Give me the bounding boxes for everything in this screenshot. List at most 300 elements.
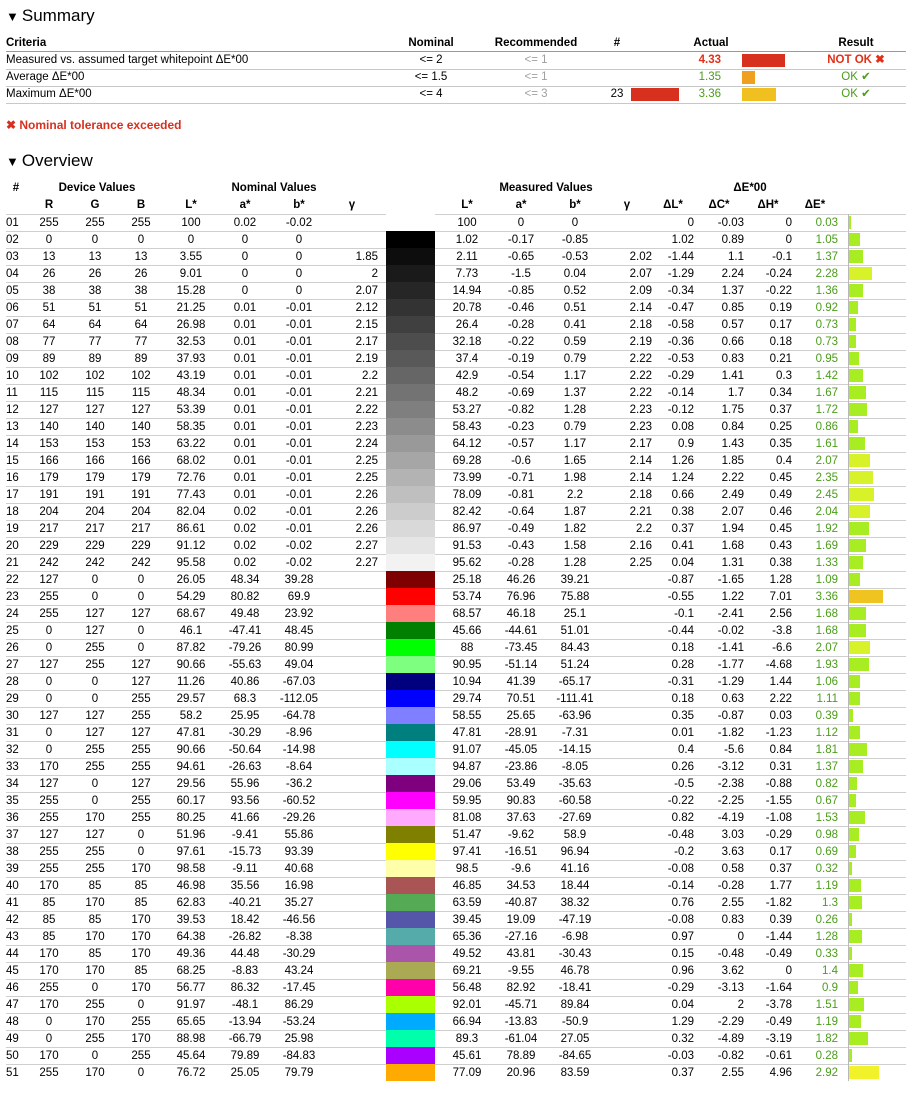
cell-nb: 93.39 xyxy=(284,846,314,858)
cell-nb: -84.83 xyxy=(282,1050,316,1062)
cell-nb: -0.01 xyxy=(285,472,313,484)
cell-dc: -1.29 xyxy=(717,676,744,688)
cell-de: 0.26 xyxy=(815,914,838,926)
cell-mb: 51.01 xyxy=(560,625,590,637)
cell-de: 0.67 xyxy=(815,795,838,807)
cell-mgamma xyxy=(602,861,652,877)
cell-mb: 0.41 xyxy=(563,319,587,331)
color-swatch xyxy=(386,996,435,1013)
cell-nl: 58.35 xyxy=(176,421,206,433)
cell-nb: 16.98 xyxy=(284,880,314,892)
cell-dl: 0.15 xyxy=(671,948,694,960)
color-swatch xyxy=(386,265,435,282)
cell-g: 255 xyxy=(85,999,105,1011)
cell-dh: 0.17 xyxy=(769,319,792,331)
delta-e-bar xyxy=(849,811,865,824)
cell-mgamma xyxy=(602,572,652,588)
color-swatch xyxy=(386,316,435,333)
cell-g: 217 xyxy=(85,523,105,535)
cell-g: 179 xyxy=(85,472,105,484)
cell-mgamma: 2.14 xyxy=(629,472,652,484)
cell-dl: -0.36 xyxy=(667,336,694,348)
cell-na: 0.01 xyxy=(233,438,257,450)
cell-de: 3.36 xyxy=(815,591,838,603)
delta-e-bar xyxy=(849,794,856,807)
cell-dc: 1.68 xyxy=(721,540,744,552)
cell-dc: 0.89 xyxy=(721,234,744,246)
cell-nl: 82.04 xyxy=(176,506,206,518)
cell-r: 170 xyxy=(39,999,59,1011)
cell-nb: 55.86 xyxy=(284,829,314,841)
delta-e-bar xyxy=(849,930,862,943)
cell-mb: -65.17 xyxy=(558,676,592,688)
cell-ngamma xyxy=(326,810,378,826)
cell-num: 03 xyxy=(6,251,19,263)
delta-e-bar xyxy=(849,284,863,297)
cell-num: 10 xyxy=(6,370,19,382)
delta-e-bar xyxy=(849,352,859,365)
count-bar xyxy=(631,88,679,101)
cell-ml: 69.28 xyxy=(452,455,482,467)
table-row xyxy=(6,248,906,265)
delta-e-bar xyxy=(849,964,863,977)
cell-dh: -1.55 xyxy=(765,795,792,807)
cell-mgamma xyxy=(602,640,652,656)
overview-title[interactable]: ▼ Overview xyxy=(6,151,93,170)
cell-num: 18 xyxy=(6,506,19,518)
cell-ma: -0.71 xyxy=(507,472,535,484)
cell-mb: -18.41 xyxy=(558,982,592,994)
cell-mb: 75.88 xyxy=(560,591,590,603)
cell-r: 170 xyxy=(39,761,59,773)
cell-r: 255 xyxy=(39,217,59,229)
color-swatch xyxy=(386,690,435,707)
cell-de: 0.86 xyxy=(815,421,838,433)
cell-num: 42 xyxy=(6,914,19,926)
collapse-triangle-icon[interactable]: ▼ xyxy=(6,154,19,169)
cell-b: 170 xyxy=(131,863,151,875)
cell-na: 44.48 xyxy=(230,948,260,960)
cell-mgamma: 2.14 xyxy=(629,455,652,467)
cell-num: 29 xyxy=(6,693,19,705)
cell-mb: 1.87 xyxy=(563,506,587,518)
cell-de: 1.05 xyxy=(815,234,838,246)
cell-na: 48.34 xyxy=(230,574,260,586)
delta-e-bar xyxy=(849,709,853,722)
delta-e-bar xyxy=(849,726,860,739)
cell-r: 255 xyxy=(39,812,59,824)
cell-nl: 0 xyxy=(187,234,195,246)
cell-na: -47.41 xyxy=(228,625,262,637)
cell-dl: 0.97 xyxy=(671,931,694,943)
cell-r: 13 xyxy=(42,251,56,263)
table-row xyxy=(6,996,906,1013)
cell-dc: 0.83 xyxy=(721,353,744,365)
cell-nb: 48.45 xyxy=(284,625,314,637)
cell-nb: 79.79 xyxy=(284,1067,314,1079)
cell-ngamma xyxy=(326,946,378,962)
cell-g: 170 xyxy=(85,812,105,824)
cell-mb: 39.21 xyxy=(560,574,590,586)
cell-ma: 41.39 xyxy=(506,676,536,688)
cell-nb: 0 xyxy=(295,268,303,280)
cell-g: 204 xyxy=(85,506,105,518)
cell-ml: 68.57 xyxy=(452,608,482,620)
cell-dc: 0.57 xyxy=(721,319,744,331)
cell-dl: -0.08 xyxy=(667,914,694,926)
cell-dl: -0.34 xyxy=(667,285,694,297)
cell-dh: 0.19 xyxy=(769,302,792,314)
delta-e-bar xyxy=(849,947,852,960)
color-swatch xyxy=(386,911,435,928)
cell-mb: -14.15 xyxy=(558,744,592,756)
cell-nb: 0 xyxy=(295,234,303,246)
cell-dc: 2.49 xyxy=(721,489,744,501)
cell-b: 102 xyxy=(131,370,151,382)
cell-na: 0 xyxy=(241,234,249,246)
color-swatch xyxy=(386,231,435,248)
cell-ml: 1.02 xyxy=(455,234,479,246)
cell-de: 0.03 xyxy=(815,217,838,229)
cell-ml: 59.95 xyxy=(452,795,482,807)
column-header-b: B xyxy=(136,199,146,211)
cell-dc: -4.89 xyxy=(717,1033,744,1045)
actual-cell: 4.33 xyxy=(698,54,721,66)
delta-e-header: ΔE*00 xyxy=(733,182,767,194)
summary-row xyxy=(6,69,906,87)
cell-mb: -63.96 xyxy=(558,710,592,722)
color-swatch xyxy=(386,758,435,775)
cell-r: 179 xyxy=(39,472,59,484)
cell-dc: -0.87 xyxy=(717,710,744,722)
table-row xyxy=(6,418,906,435)
delta-e-bar xyxy=(849,777,857,790)
cell-dl: -0.14 xyxy=(667,387,694,399)
cell-dh: -1.23 xyxy=(765,727,792,739)
cell-ml: 78.09 xyxy=(452,489,482,501)
cell-ngamma xyxy=(326,793,378,809)
cell-dl: -0.55 xyxy=(667,591,694,603)
cell-mb: 18.44 xyxy=(560,880,590,892)
cell-dh: -3.8 xyxy=(772,625,792,637)
color-swatch xyxy=(386,520,435,537)
recommended-cell: <= 1 xyxy=(524,54,548,66)
column-header-nb: b* xyxy=(293,199,305,211)
cell-b: 0 xyxy=(137,234,145,246)
cell-dh: 0.31 xyxy=(769,761,792,773)
color-swatch xyxy=(386,894,435,911)
cell-mb: 0 xyxy=(571,217,579,229)
cell-ma: -0.81 xyxy=(507,489,535,501)
cell-mgamma: 2.14 xyxy=(629,302,652,314)
cell-mgamma xyxy=(602,1031,652,1047)
cell-mb: 1.98 xyxy=(563,472,587,484)
cell-mb: -111.41 xyxy=(556,693,594,705)
cell-dh: 1.77 xyxy=(769,880,792,892)
cell-nl: 32.53 xyxy=(176,336,206,348)
cell-na: -9.11 xyxy=(232,863,258,875)
cell-r: 170 xyxy=(39,1050,59,1062)
table-row xyxy=(6,860,906,877)
cell-ma: 0 xyxy=(517,217,525,229)
cell-ml: 29.74 xyxy=(452,693,482,705)
delta-e-bar xyxy=(849,420,858,433)
table-row xyxy=(6,231,906,248)
delta-e-bar xyxy=(849,981,858,994)
cell-r: 0 xyxy=(45,744,53,756)
cell-mb: -27.69 xyxy=(558,812,592,824)
cell-dc: 1.75 xyxy=(721,404,744,416)
cell-dl: -0.58 xyxy=(667,319,694,331)
cell-g: 38 xyxy=(88,285,102,297)
cell-ngamma xyxy=(326,1031,378,1047)
cell-dc: 0.63 xyxy=(721,693,744,705)
cell-dc: -1.77 xyxy=(717,659,744,671)
cell-dl: 0.9 xyxy=(678,438,694,450)
cell-de: 0.69 xyxy=(815,846,838,858)
cell-dh: -3.19 xyxy=(765,1033,792,1045)
cell-nb: 0 xyxy=(295,285,303,297)
cell-de: 0.9 xyxy=(822,982,838,994)
cell-mb: 1.65 xyxy=(563,455,587,467)
cell-ml: 26.4 xyxy=(455,319,479,331)
cell-ma: -0.28 xyxy=(507,319,535,331)
cell-na: 49.48 xyxy=(230,608,260,620)
cell-r: 115 xyxy=(39,387,59,399)
cell-dl: 1.29 xyxy=(671,1016,694,1028)
cell-nl: 21.25 xyxy=(176,302,206,314)
cell-ml: 66.94 xyxy=(452,1016,482,1028)
cell-dh: 0.43 xyxy=(769,540,792,552)
cell-num: 20 xyxy=(6,540,19,552)
cell-nl: 9.01 xyxy=(179,268,203,280)
cell-mgamma xyxy=(602,759,652,775)
cell-b: 140 xyxy=(131,421,151,433)
cell-ma: -0.17 xyxy=(507,234,535,246)
cell-ma: 90.83 xyxy=(506,795,536,807)
cell-ml: 100 xyxy=(457,217,477,229)
cell-dl: -0.48 xyxy=(667,829,694,841)
cell-ml: 63.59 xyxy=(452,897,482,909)
cell-dh: 0 xyxy=(785,217,792,229)
cell-dc: 0.83 xyxy=(721,914,744,926)
cell-dl: 0.82 xyxy=(671,812,694,824)
summary-title[interactable]: ▼ Summary xyxy=(6,6,95,25)
cell-r: 166 xyxy=(39,455,59,467)
table-row xyxy=(6,520,906,537)
cell-de: 2.28 xyxy=(815,268,838,280)
cell-mgamma: 2.18 xyxy=(629,319,652,331)
cell-r: 255 xyxy=(39,795,59,807)
cell-g: 0 xyxy=(91,982,99,994)
cell-na: 35.56 xyxy=(230,880,260,892)
cell-r: 204 xyxy=(39,506,59,518)
cell-dc: 1.85 xyxy=(721,455,744,467)
delta-e-bar xyxy=(849,760,863,773)
cell-g: 89 xyxy=(88,353,102,365)
cell-ngamma xyxy=(326,606,378,622)
cell-mb: 58.9 xyxy=(563,829,587,841)
cell-mgamma xyxy=(602,623,652,639)
table-row xyxy=(6,775,906,792)
cell-nb: -8.96 xyxy=(285,727,313,739)
cell-de: 1.61 xyxy=(815,438,838,450)
color-swatch xyxy=(386,384,435,401)
cell-na: 0 xyxy=(241,251,249,263)
cell-ml: 39.45 xyxy=(452,914,482,926)
cell-b: 166 xyxy=(131,455,151,467)
cell-dh: 0.4 xyxy=(776,455,792,467)
cell-num: 05 xyxy=(6,285,19,297)
cell-nl: 88.98 xyxy=(176,1033,206,1045)
cell-b: 127 xyxy=(131,778,151,790)
result-cell: NOT OK ✖ xyxy=(827,54,885,66)
cell-b: 0 xyxy=(137,999,145,1011)
cell-nl: 97.61 xyxy=(176,846,206,858)
cell-dl: 0.08 xyxy=(671,421,694,433)
cell-num: 17 xyxy=(6,489,19,501)
cell-nl: 95.58 xyxy=(176,557,206,569)
cell-num: 32 xyxy=(6,744,19,756)
table-row xyxy=(6,571,906,588)
collapse-triangle-icon[interactable]: ▼ xyxy=(6,9,19,24)
cell-b: 179 xyxy=(131,472,151,484)
cell-ml: 69.21 xyxy=(452,965,482,977)
cell-nl: 29.57 xyxy=(176,693,206,705)
table-row xyxy=(6,265,906,282)
cell-ml: 92.01 xyxy=(452,999,482,1011)
cell-ma: -23.86 xyxy=(504,761,538,773)
cell-ngamma: 2.12 xyxy=(355,302,378,314)
cell-dl: 0.4 xyxy=(678,744,694,756)
cell-nb: -14.98 xyxy=(282,744,316,756)
cell-na: 0 xyxy=(241,285,249,297)
column-header-de: ΔE* xyxy=(804,199,826,211)
column-header-ma: a* xyxy=(515,199,527,211)
delta-e-bar xyxy=(849,335,856,348)
cell-dh: 0.37 xyxy=(769,863,792,875)
cell-dc: -0.82 xyxy=(717,1050,744,1062)
cell-nb: -0.01 xyxy=(285,523,313,535)
cell-mb: 1.28 xyxy=(563,557,587,569)
cell-nb: -46.56 xyxy=(282,914,316,926)
table-row xyxy=(6,877,906,894)
delta-e-bar xyxy=(849,437,865,450)
cell-mb: -50.9 xyxy=(561,1016,589,1028)
cell-num: 02 xyxy=(6,234,19,246)
cell-mgamma xyxy=(602,1048,652,1064)
cell-num: 12 xyxy=(6,404,19,416)
cell-b: 0 xyxy=(137,642,145,654)
cell-mgamma xyxy=(602,844,652,860)
cell-na: -66.79 xyxy=(228,1033,262,1045)
cell-dc: 1.43 xyxy=(721,438,744,450)
cell-b: 0 xyxy=(137,625,145,637)
cell-dh: 0.34 xyxy=(769,387,792,399)
cell-b: 85 xyxy=(134,965,148,977)
nominal-cell: <= 4 xyxy=(419,88,443,100)
cell-ma: 46.18 xyxy=(506,608,536,620)
cell-num: 24 xyxy=(6,608,19,620)
cell-num: 14 xyxy=(6,438,19,450)
cell-ngamma xyxy=(326,980,378,996)
cell-ma: -13.83 xyxy=(504,1016,538,1028)
cell-nl: 68.02 xyxy=(176,455,206,467)
color-swatch xyxy=(386,639,435,656)
cell-dl: 0.35 xyxy=(671,710,694,722)
cell-ngamma: 2.15 xyxy=(355,319,378,331)
cell-num: 33 xyxy=(6,761,19,773)
cell-de: 1.28 xyxy=(815,931,838,943)
cell-r: 217 xyxy=(39,523,59,535)
cell-r: 170 xyxy=(39,880,59,892)
cell-dc: 2.22 xyxy=(721,472,744,484)
cell-b: 38 xyxy=(134,285,148,297)
delta-e-bar xyxy=(849,454,870,467)
cell-na: 0.01 xyxy=(233,404,257,416)
cell-mb: -0.53 xyxy=(561,251,589,263)
cell-na: 0.01 xyxy=(233,489,257,501)
cell-ma: -28.91 xyxy=(504,727,538,739)
cell-dl: 0.18 xyxy=(671,642,694,654)
cell-de: 1.09 xyxy=(815,574,838,586)
delta-e-bar xyxy=(849,896,862,909)
count-cell xyxy=(602,52,632,69)
cell-num: 21 xyxy=(6,557,19,569)
cell-num: 19 xyxy=(6,523,19,535)
cell-na: 55.96 xyxy=(230,778,260,790)
cell-b: 26 xyxy=(134,268,148,280)
cell-ma: -44.61 xyxy=(504,625,538,637)
cell-nb: -0.01 xyxy=(285,404,313,416)
cell-ml: 47.81 xyxy=(452,727,482,739)
bar-column-divider xyxy=(848,214,849,1081)
cell-b: 255 xyxy=(131,761,151,773)
cell-g: 102 xyxy=(85,370,105,382)
cell-g: 85 xyxy=(88,914,102,926)
delta-e-bar xyxy=(849,386,866,399)
cell-ma: 25.65 xyxy=(506,710,536,722)
cell-b: 51 xyxy=(134,302,148,314)
column-header-dh: ΔH* xyxy=(757,199,779,211)
count-header: # xyxy=(613,37,621,49)
color-swatch xyxy=(386,571,435,588)
table-row xyxy=(6,1013,906,1030)
cell-dc: -2.41 xyxy=(717,608,744,620)
cell-ngamma: 2.25 xyxy=(355,472,378,484)
device-values-header: Device Values xyxy=(58,182,136,194)
cell-ngamma: 2.26 xyxy=(355,506,378,518)
cell-dh: -1.44 xyxy=(765,931,792,943)
cell-b: 170 xyxy=(131,948,151,960)
color-swatch xyxy=(386,367,435,384)
cell-ma: -9.55 xyxy=(507,965,535,977)
cell-nl: 3.55 xyxy=(179,251,203,263)
cell-dh: 0.35 xyxy=(769,438,792,450)
table-row xyxy=(6,979,906,996)
delta-e-bar xyxy=(849,675,860,688)
actual-bar xyxy=(742,54,785,67)
table-row xyxy=(6,486,906,503)
cell-na: 80.82 xyxy=(230,591,260,603)
cell-dl: 0.37 xyxy=(671,523,694,535)
cell-ngamma: 2.22 xyxy=(355,404,378,416)
cell-nl: 53.39 xyxy=(176,404,206,416)
cell-r: 0 xyxy=(45,642,53,654)
cell-dc: -2.25 xyxy=(717,795,744,807)
cell-ngamma xyxy=(326,963,378,979)
criteria-header: Criteria xyxy=(6,37,47,49)
